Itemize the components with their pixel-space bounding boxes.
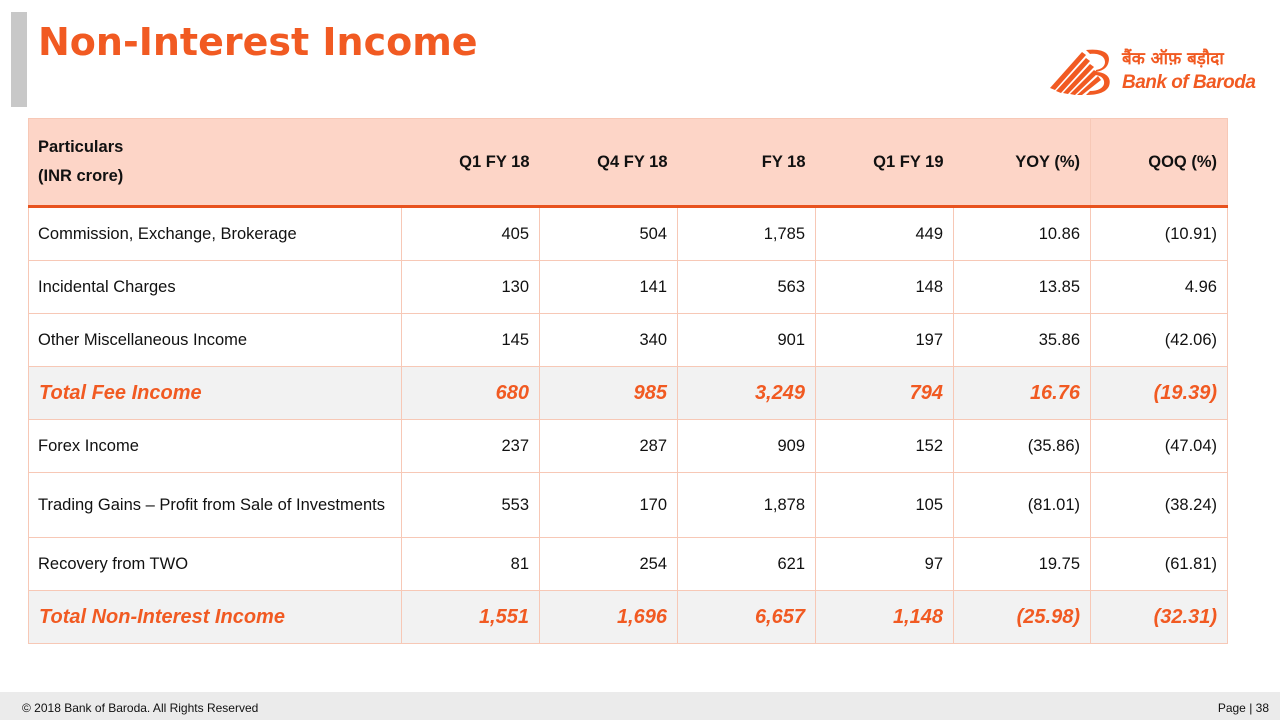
row-label: Recovery from TWO bbox=[29, 538, 402, 591]
baroda-sun-icon bbox=[1046, 44, 1118, 96]
table-cell: 35.86 bbox=[954, 314, 1091, 367]
column-header: FY 18 bbox=[678, 119, 816, 207]
table-cell: 237 bbox=[402, 420, 540, 473]
table-cell: (61.81) bbox=[1091, 538, 1228, 591]
table-cell: 1,785 bbox=[678, 207, 816, 261]
table-cell: 170 bbox=[540, 473, 678, 538]
footer-bar bbox=[0, 692, 1280, 720]
table-cell: 1,148 bbox=[816, 591, 954, 644]
table-cell: 563 bbox=[678, 261, 816, 314]
table-cell: 553 bbox=[402, 473, 540, 538]
table-row bbox=[29, 420, 1228, 473]
table-cell: 3,249 bbox=[678, 367, 816, 420]
table-cell: 901 bbox=[678, 314, 816, 367]
table-cell: 13.85 bbox=[954, 261, 1091, 314]
table-cell: 909 bbox=[678, 420, 816, 473]
table-row bbox=[29, 207, 1228, 261]
row-label: Forex Income bbox=[29, 420, 402, 473]
table-cell: (25.98) bbox=[954, 591, 1091, 644]
table-cell: (42.06) bbox=[1091, 314, 1228, 367]
row-label: Total Fee Income bbox=[29, 367, 402, 420]
table-cell: 680 bbox=[402, 367, 540, 420]
table-row bbox=[29, 473, 1228, 538]
logo-hindi-text: बैंक ऑफ़ बड़ौदा bbox=[1122, 49, 1224, 69]
column-header: Q4 FY 18 bbox=[540, 119, 678, 207]
table-cell: 4.96 bbox=[1091, 261, 1228, 314]
table-cell: (35.86) bbox=[954, 420, 1091, 473]
table-cell: 287 bbox=[540, 420, 678, 473]
table-cell: 152 bbox=[816, 420, 954, 473]
table-cell: (81.01) bbox=[954, 473, 1091, 538]
page-number: Page | 38 bbox=[1217, 701, 1269, 715]
column-header: QOQ (%) bbox=[1091, 119, 1228, 207]
title-accent-bar bbox=[11, 12, 27, 107]
table-row bbox=[29, 261, 1228, 314]
table-cell: 197 bbox=[816, 314, 954, 367]
total-non-interest-income-row bbox=[29, 591, 1228, 644]
table-cell: (19.39) bbox=[1091, 367, 1228, 420]
table-cell: (47.04) bbox=[1091, 420, 1228, 473]
table-row bbox=[29, 538, 1228, 591]
column-header: Q1 FY 19 bbox=[816, 119, 954, 207]
bank-of-baroda-logo bbox=[1046, 44, 1256, 96]
table-cell: 145 bbox=[402, 314, 540, 367]
logo-english-text: Bank of Baroda bbox=[1122, 72, 1256, 93]
table-cell: 794 bbox=[816, 367, 954, 420]
table-cell: 19.75 bbox=[954, 538, 1091, 591]
table-cell: 6,657 bbox=[678, 591, 816, 644]
column-header: Q1 FY 18 bbox=[402, 119, 540, 207]
row-label: Total Non-Interest Income bbox=[29, 591, 402, 644]
table-cell: 340 bbox=[540, 314, 678, 367]
table-cell: 1,551 bbox=[402, 591, 540, 644]
total-fee-income-row bbox=[29, 367, 1228, 420]
table-cell: 504 bbox=[540, 207, 678, 261]
page-title: Non-Interest Income bbox=[38, 20, 478, 64]
table-cell: 81 bbox=[402, 538, 540, 591]
table-cell: 985 bbox=[540, 367, 678, 420]
column-header: YOY (%) bbox=[954, 119, 1091, 207]
table-cell: 148 bbox=[816, 261, 954, 314]
table-cell: 1,878 bbox=[678, 473, 816, 538]
table-cell: 449 bbox=[816, 207, 954, 261]
row-label: Commission, Exchange, Brokerage bbox=[29, 207, 402, 261]
table-cell: 16.76 bbox=[954, 367, 1091, 420]
particulars-header bbox=[29, 119, 402, 207]
table-cell: 141 bbox=[540, 261, 678, 314]
row-label: Other Miscellaneous Income bbox=[29, 314, 402, 367]
unit-label: (INR crore) bbox=[38, 167, 124, 185]
row-label: Incidental Charges bbox=[29, 261, 402, 314]
table-cell: 405 bbox=[402, 207, 540, 261]
table-cell: 130 bbox=[402, 261, 540, 314]
table-row bbox=[29, 314, 1228, 367]
table-cell: 97 bbox=[816, 538, 954, 591]
table-cell: 621 bbox=[678, 538, 816, 591]
table-cell: 1,696 bbox=[540, 591, 678, 644]
row-label: Trading Gains – Profit from Sale of Investments bbox=[29, 473, 402, 538]
table-cell: (38.24) bbox=[1091, 473, 1228, 538]
non-interest-income-table bbox=[28, 118, 1228, 644]
table-cell: (10.91) bbox=[1091, 207, 1228, 261]
table-cell: 105 bbox=[816, 473, 954, 538]
table-cell: 254 bbox=[540, 538, 678, 591]
table-header-row bbox=[29, 119, 1228, 207]
table-cell: 10.86 bbox=[954, 207, 1091, 261]
particulars-label: Particulars bbox=[38, 138, 124, 156]
table-cell: (32.31) bbox=[1091, 591, 1228, 644]
copyright-text: © 2018 Bank of Baroda. All Rights Reserved bbox=[22, 701, 259, 715]
